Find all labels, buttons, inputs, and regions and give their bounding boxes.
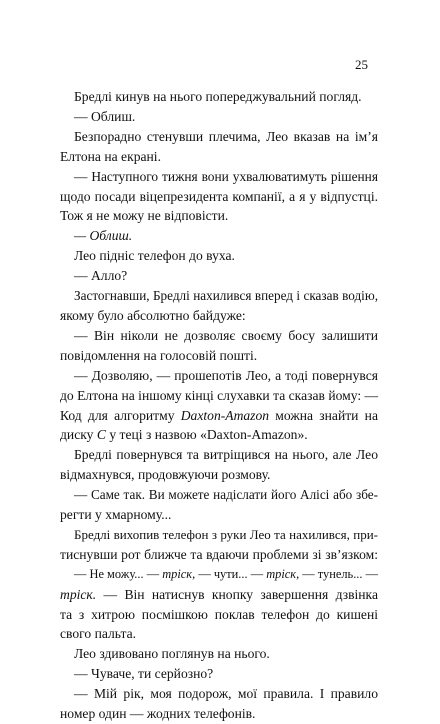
- text-line: відмахнувся, продовжуючи розмову.: [60, 467, 271, 483]
- text-line: — Не можу... — тріск, — чути... — тріск, — тунель... —: [74, 566, 379, 581]
- text-line: тиснувши рот ближче та вдаючи проблеми зі зв’язком:: [60, 546, 378, 562]
- text-line: — Чуваче, ти серйозно?: [74, 666, 214, 682]
- text-line: свого пальта.: [60, 626, 137, 642]
- text-line: Безпорадно стенувши плечима, Лео вказав на ім’я: [74, 128, 378, 144]
- text-line: Застогнавши, Бредлі нахилився вперед і сказав водію,: [74, 288, 378, 304]
- text-line: — Дозволяю, — прошепотів Лео, а тоді повернувся: [74, 367, 378, 383]
- text-line: Бредлі вихопив телефон з руки Лео та нахилився, при-: [74, 526, 378, 542]
- text-line: Лео здивовано поглянув на нього.: [74, 646, 270, 662]
- text-line: регти у хмарному...: [60, 507, 172, 523]
- page-text: [60, 87, 378, 724]
- text-line: диску C у теці з назвою «Daxton-Amazon».: [60, 427, 308, 443]
- text-line: — Він ніколи не дозволяє своєму босу залишити: [74, 327, 378, 343]
- page-number: 25: [355, 57, 368, 72]
- text-line: — Алло?: [74, 268, 128, 284]
- text-line: якому було абсолютно байдуже:: [60, 307, 246, 323]
- text-line: Бредлі кинув на нього попереджувальний погляд.: [74, 89, 362, 104]
- text-line: — Мій рік, моя подорож, мої правила. І правило: [74, 686, 378, 702]
- text-line: — Облиш.: [74, 228, 133, 244]
- text-line: Елтона на екрані.: [60, 148, 161, 164]
- text-line: Бредлі повернувся та витріщився на нього, але Лео: [74, 447, 378, 463]
- text-line: до Елтона на іншому кінці слухавки та сказав йому: —: [60, 387, 379, 403]
- text-line: — Облиш.: [74, 108, 136, 124]
- text-line: Лео підніс телефон до вуха.: [74, 248, 235, 264]
- text-line: — Саме так. Ви можете надіслати його Алісі або збе-: [74, 487, 378, 503]
- text-line: тріск. — Він натиснув кнопку завершення дзвінка: [60, 586, 378, 602]
- text-line: повідомлення на голосовій пошті.: [60, 347, 258, 363]
- text-line: — Наступного тижня вони ухвалюватимуть рішення: [74, 168, 378, 184]
- text-line: та з хитрою посмішкою поклав телефон до кишені: [60, 606, 378, 622]
- text-line: Тож я не можу не відповісти.: [60, 208, 229, 224]
- text-line: щодо посади віцепрезидента компанії, а я у відпустці.: [60, 188, 378, 204]
- text-line: номер один — жодних телефонів.: [60, 706, 256, 722]
- text-line: Код для алгоритму Daxton-Amazon можна знайти на: [60, 407, 378, 423]
